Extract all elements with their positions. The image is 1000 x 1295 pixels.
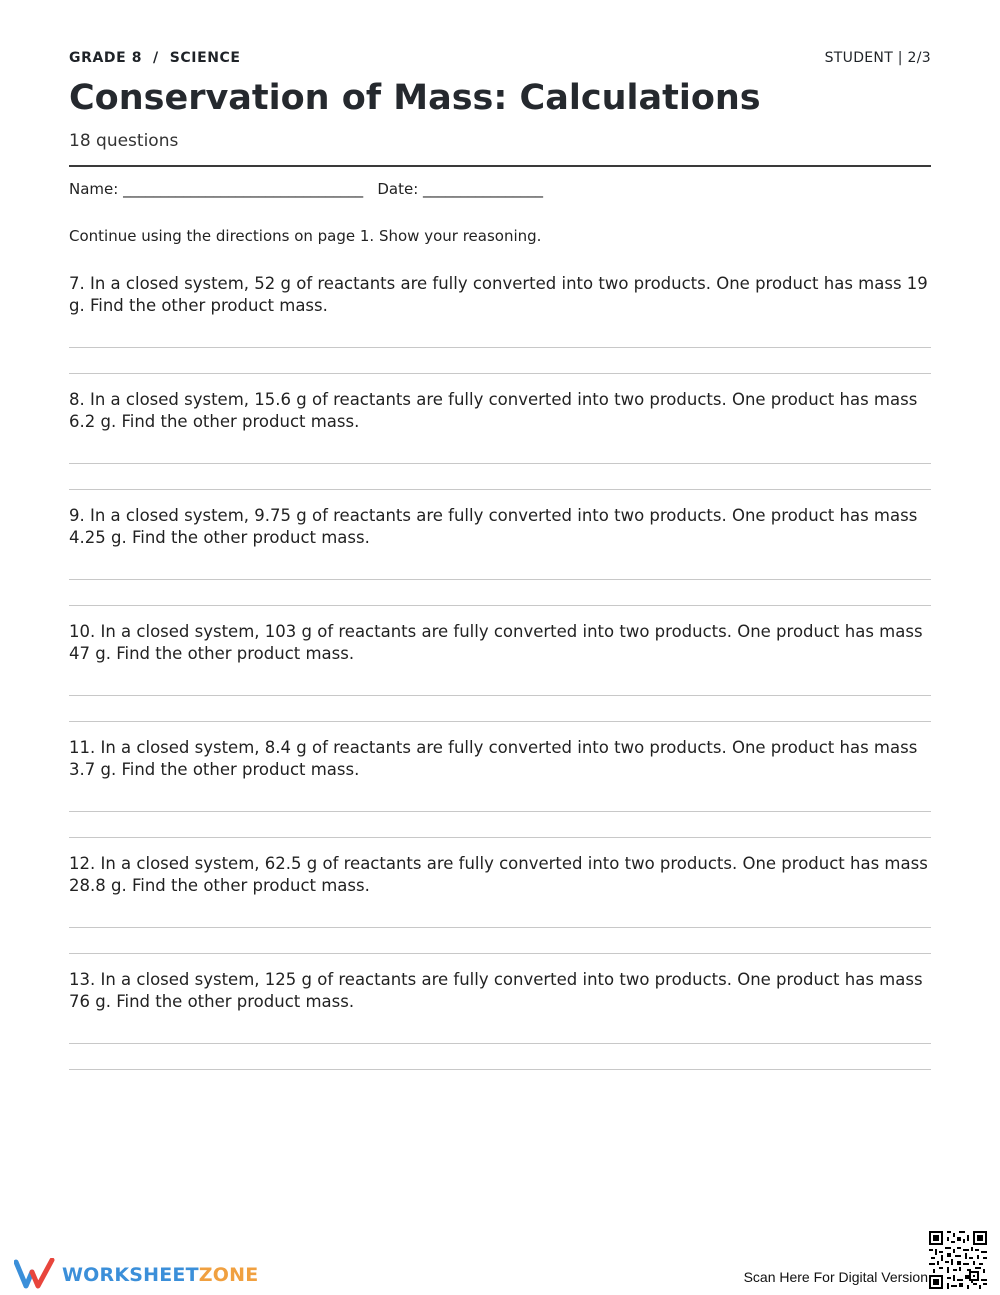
answer-line[interactable] [69,579,931,580]
answer-line[interactable] [69,721,931,722]
worksheet-title: Conservation of Mass: Calculations [69,78,761,118]
question-text: 12. In a closed system, 62.5 g of reactants are fully converted into two products. One product has mass 28.8 g. Find the other product mass. [69,854,928,895]
answer-line[interactable] [69,1069,931,1070]
question-item [69,273,931,317]
answer-line[interactable] [69,463,931,464]
question-text: 8. In a closed system, 15.6 g of reactants are fully converted into two products. One product has mass 6.2 g. Find the other product mass. [69,390,918,431]
answer-line[interactable] [69,1043,931,1044]
answer-line[interactable] [69,489,931,490]
question-text: 10. In a closed system, 103 g of reactants are fully converted into two products. One product has mass 47 g. Find the other product mass. [69,622,923,663]
header-bar [69,50,931,70]
question-item [69,389,931,433]
grade-subject-label: GRADE 8 / SCIENCE [69,50,241,66]
question-item [69,737,931,781]
worksheetzone-logo [14,1258,259,1290]
question-item [69,505,931,549]
brand-name-part2: ZONE [198,1264,259,1286]
answer-line[interactable] [69,347,931,348]
name-date-fields[interactable]: Name: ________________________________ Date: ________________ [69,180,544,198]
question-item [69,853,931,897]
answer-line[interactable] [69,811,931,812]
question-item [69,969,931,1013]
answer-line[interactable] [69,953,931,954]
scan-caption: Scan Here For Digital Version [743,1269,928,1285]
logo-mark-icon [14,1258,56,1290]
brand-name-part1: WORKSHEET [62,1264,199,1286]
page-info: STUDENT | 2/3 [824,50,931,66]
question-text: 13. In a closed system, 125 g of reactants are fully converted into two products. One product has mass 76 g. Find the other product mass. [69,970,923,1011]
directions-text: Continue using the directions on page 1. Show your reasoning. [69,227,542,245]
answer-line[interactable] [69,605,931,606]
question-text: 9. In a closed system, 9.75 g of reactants are fully converted into two products. One product has mass 4.25 g. Find the other product mass. [69,506,918,547]
qr-code-icon[interactable] [929,1231,987,1289]
answer-line[interactable] [69,837,931,838]
question-count: 18 questions [69,131,179,151]
question-text: 11. In a closed system, 8.4 g of reactants are fully converted into two products. One product has mass 3.7 g. Find the other product mass. [69,738,918,779]
answer-line[interactable] [69,927,931,928]
answer-line[interactable] [69,373,931,374]
answer-line[interactable] [69,695,931,696]
question-item [69,621,931,665]
brand-name [62,1264,258,1286]
question-text: 7. In a closed system, 52 g of reactants are fully converted into two products. One product has mass 19 g. Find the other product mass. [69,274,928,315]
header-divider [69,165,931,167]
